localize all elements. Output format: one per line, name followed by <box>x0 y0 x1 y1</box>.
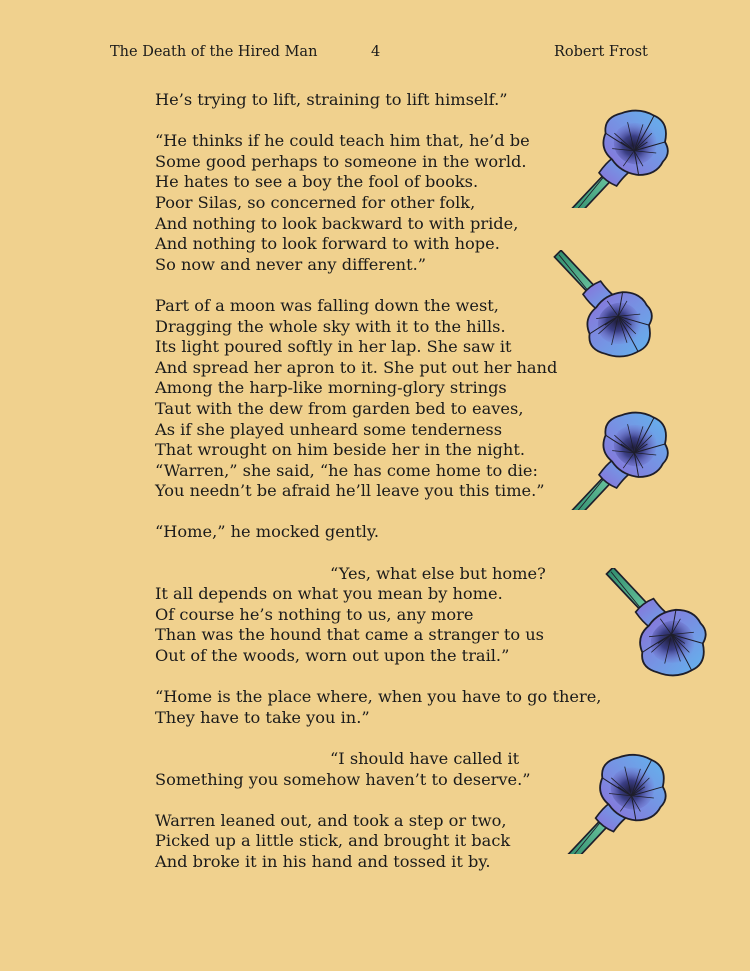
poem-line: And spread her apron to it. She put out her hand <box>155 357 558 377</box>
poem-line: As if she played unheard some tenderness <box>155 419 503 439</box>
stanza <box>155 749 595 790</box>
stanza <box>155 296 595 502</box>
poem-line: And nothing to look forward to with hope. <box>155 234 500 254</box>
poem-line: “Warren,” she said, “he has come home to die: <box>155 460 538 480</box>
poem-line: Of course he’s nothing to us, any more <box>155 604 474 624</box>
poem-line: “I should have called it <box>330 749 520 768</box>
poem-line: Warren leaned out, and took a step or two, <box>155 810 507 830</box>
morning-glory-flower-icon <box>566 98 676 208</box>
poem-title: The Death of the Hired Man <box>110 44 318 60</box>
poem-line: “He thinks if he could teach him that, he’d be <box>155 131 530 151</box>
poem-line: Picked up a little stick, and brought it back <box>155 831 511 851</box>
poem-line: You needn’t be afraid he’ll leave you this time.” <box>155 481 545 501</box>
stanza-break <box>155 790 595 811</box>
poem-line: Its light poured softly in her lap. She saw it <box>155 337 512 357</box>
stanza-break <box>155 728 595 749</box>
stanza-break <box>155 543 595 564</box>
poem-line: Part of a moon was falling down the west, <box>155 295 499 315</box>
stanza <box>155 564 595 667</box>
poem-line: Than was the hound that came a stranger to us <box>155 625 544 645</box>
poem-line: “Home is the place where, when you have to go there, <box>155 687 602 707</box>
stanza <box>155 811 595 873</box>
author-name: Robert Frost <box>554 44 648 60</box>
poem-line: And broke it in his hand and tossed it by. <box>155 851 491 871</box>
stanza <box>155 131 595 275</box>
poem-line: “Yes, what else but home? <box>330 563 546 583</box>
poem-line: “Home,” he mocked gently. <box>155 522 380 542</box>
poem-line: Taut with the dew from garden bed to eaves, <box>155 398 524 418</box>
poem-line: Among the harp-like morning-glory strings <box>155 378 507 398</box>
poem-body <box>155 90 602 873</box>
poem-line: So now and never any different.” <box>155 254 427 274</box>
stanza <box>155 90 595 111</box>
morning-glory-flower-icon <box>602 568 714 683</box>
poem-line: Out of the woods, worn out upon the trail.” <box>155 646 510 666</box>
poem-line: Dragging the whole sky with it to the hills. <box>155 316 506 336</box>
poem-line: He hates to see a boy the fool of books. <box>155 172 479 192</box>
poem-line: Poor Silas, so concerned for other folk, <box>155 192 476 212</box>
page-header <box>0 44 750 64</box>
stanza-break <box>155 667 595 688</box>
stanza <box>155 687 602 728</box>
stanza-break <box>155 111 595 132</box>
stanza-break <box>155 502 595 523</box>
poem-line: And nothing to look backward to with pride, <box>155 213 519 233</box>
stanza-break <box>155 275 595 296</box>
morning-glory-flower-icon <box>566 400 676 510</box>
poem-line: Something you somehow haven’t to deserve.” <box>155 769 531 789</box>
page-number: 4 <box>371 44 381 60</box>
poem-line: Some good perhaps to someone in the world. <box>155 151 527 171</box>
stanza <box>155 522 595 543</box>
morning-glory-flower-icon <box>562 742 674 854</box>
poem-line: That wrought on him beside her in the night. <box>155 440 525 460</box>
poem-line: He’s trying to lift, straining to lift himself.” <box>155 90 508 109</box>
morning-glory-flower-icon <box>550 250 660 365</box>
poem-line: It all depends on what you mean by home. <box>155 584 503 604</box>
poem-line: They have to take you in.” <box>155 707 370 727</box>
